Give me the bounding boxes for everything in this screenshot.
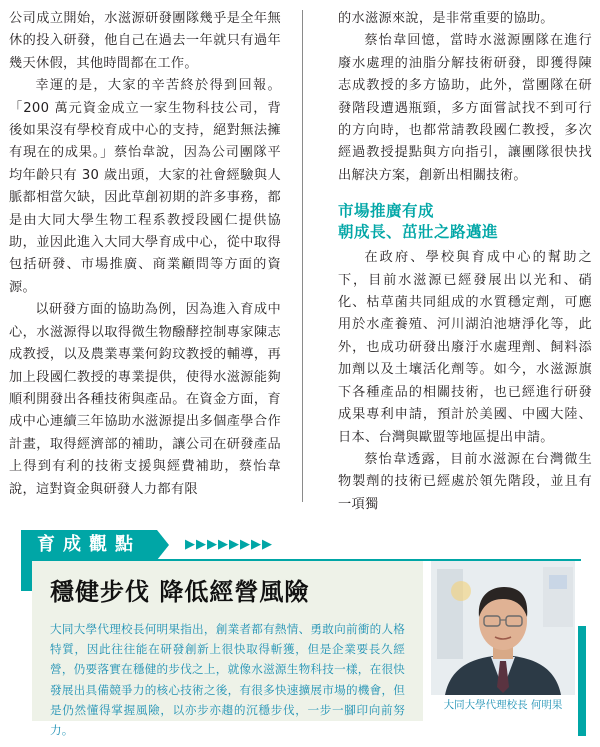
subheading-line-2: 朝成長、茁壯之路邁進 xyxy=(338,223,499,242)
paragraph: 幸運的是，大家的辛苦終於得到回報。「200 萬元資金成立一家生物科技公司，背後如果沒有學校育成中心的支持，絕對無法擁有現在的成果。」蔡怡韋說，因為公司團隊平均年齡只有 30 歲出頭，大家的社會經驗與人脈都相當欠缺，因此草創初期的許多事務，都是由大同大學生物工程系教授段國仁提供協助，並因此進入大同大學育成中心，從中取得包括研發、市場推廣、商業顧問等方面的資源。 xyxy=(9,78,281,295)
subheading-line-1: 市場推廣有成 xyxy=(338,202,435,221)
tab-arrow-point xyxy=(157,530,169,560)
article-left-column xyxy=(9,8,281,501)
column-divider xyxy=(302,10,303,502)
photo-caption: 大同大學代理校長 何明果 xyxy=(443,699,563,711)
article-right-column xyxy=(338,8,592,516)
paragraph: 在政府、學校與育成中心的幫助之下，目前水滋源已經發展出以光和、硝化、枯草菌共同組成的水質穩定劑，可應用於水產養殖、河川湖泊池塘淨化等，此外，也成功研發出廢汙水處理劑、飼料添加劑以及土壤活化劑等。如今，水滋源旗下各種產品的相關技術，也已經進行研發成果專利申請，預計於美國、中國大陸、日本、台灣與歐盟等地區提出申請。 xyxy=(338,250,592,445)
paragraph: 的水滋源來說，是非常重要的協助。 xyxy=(338,11,554,26)
section-tab: 育成觀點 xyxy=(21,530,157,560)
viewpoint-box xyxy=(32,561,423,738)
section-subheading xyxy=(338,201,592,243)
viewpoint-body: 大同大學代理校長何明果指出，創業者都有熱情、勇敢向前衝的人格特質，因此往往能在研發創新上很快取得斬獲，但是企業要長久經營，仍要落實在穩健的步伐之上，就像水滋源生物科技一樣，在很快發展出具備競爭力的核心技術之後，有很多快速擴展市場的機會，但是仍然懂得掌握風險，以亦步亦趨的沉穩步伐，一步一腳印向前努力。 xyxy=(50,622,405,738)
portrait-photo xyxy=(431,561,575,695)
paragraph: 蔡怡韋透露，目前水滋源在台灣微生物製劑的技術已經處於領先階段，並且有一項獨 xyxy=(338,451,592,512)
corner-accent xyxy=(21,561,32,591)
portrait-illustration-icon xyxy=(431,561,575,695)
viewpoint-title: 穩健步伐 降低經營風險 xyxy=(50,578,310,606)
paragraph: 以研發方面的協助為例，因為進入育成中心，水滋源得以取得微生物醱酵控制專家陳志成教授，以及農業專業何鈞玟教授的輔導，再加上段國仁教授的專業提供，使得水滋源能夠順利開發出各種技術與產品。在資金方面，育成中心連續三年協助水滋源提出多個產學合作計畫，取得經濟部的補助，讓公司在研發產品上得到有利的技術支援與經費補助，蔡怡韋說，這對資金與研發人力都有限 xyxy=(9,302,281,497)
paragraph: 蔡怡韋回憶，當時水滋源團隊在進行廢水處理的油脂分解技術研發，即獲得陳志成教授的多方協助，此外，當團隊在研發階段遭遇瓶頸，多方面嘗試找不到可行的方向時，也都常請教段國仁教授，多次經過教授提點與方向指引，讓團隊很快找出解決方案，創新出相關技術。 xyxy=(338,33,592,183)
right-accent-bar xyxy=(578,626,586,736)
arrow-decoration-icon: ▶▶▶▶▶▶▶▶ xyxy=(185,537,273,552)
paragraph: 公司成立開始，水滋源研發團隊幾乎是全年無休的投入研發，他自己在過去一年就只有過年幾天休假，其他時間都在工作。 xyxy=(9,11,281,71)
